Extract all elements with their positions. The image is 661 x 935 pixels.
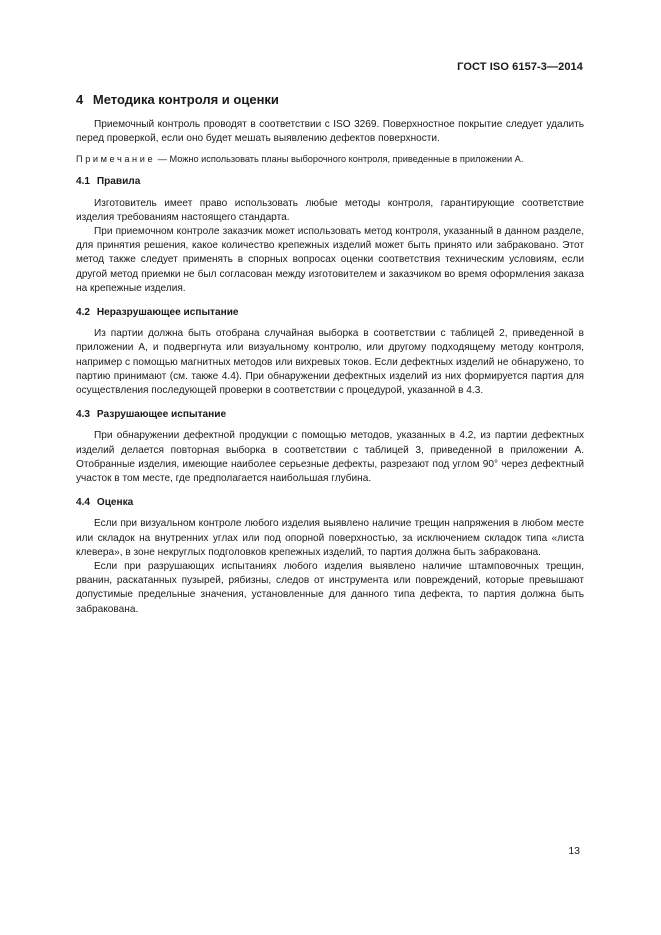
subsection-heading-4-1: [76, 175, 584, 189]
paragraph-4-4-b: Если при разрушающих испытаниях любого изделия выявлено наличие штамповочных трещин, рванин, раскатанных пузырей, рябизны, следов от инструмента или повреждений, которые превышают допустимые предельные значения, установленные для данного типа дефекта, то партия должна быть забракована.: [76, 561, 584, 615]
intro-paragraph: Приемочный контроль проводят в соответствии с ISO 3269. Поверхностное покрытие следует удалить перед проверкой, если оно будет мешать выявлению дефектов поверхности.: [76, 119, 584, 145]
subsection-title: Правила: [96, 176, 141, 188]
subsection-heading-4-2: [76, 306, 584, 320]
paragraph-4-3: При обнаружении дефектной продукции с помощью методов, указанных в 4.2, из партии дефектных изделий делается повторная выборка в соответствии с таблицей 3, приведенной в приложении А. Отобранные изделия, имеющие наиболее серьезные дефекты, разрезают под углом 90° через дефектный участок в том месте, где предполагается наибольшая глубина.: [76, 430, 584, 485]
section-title: Методика контроля и оценки: [92, 92, 279, 107]
note-label: Примечание: [76, 154, 156, 165]
subsection-title: Разрушающее испытание: [96, 409, 227, 421]
subsection-heading-4-3: [76, 408, 584, 422]
section-number: 4: [76, 92, 84, 107]
paragraph-4-1-a: Изготовитель имеет право использовать любые методы контроля, гарантирующие соответствие изделия требованиям настоящего стандарта.: [76, 197, 584, 223]
subsection-number: 4.1: [76, 176, 91, 188]
subsection-number: 4.4: [76, 497, 91, 509]
paragraph-4-2: Из партии должна быть отобрана случайная выборка в соответствии с таблицей 2, приведенной в приложении А, и подвергнута или визуальному контролю, или другому подходящему методу контроля, например с помощью магнитных методов или вихревых токов. Если дефектных изделий не обнаружено, то партию принимают (см. также 4.4). При обнаружении дефектных изделий из них формируется партия для осуществления последующей проверки в соответствии с процедурой, указанной в 4.3.: [76, 328, 584, 397]
page-number: 13: [568, 845, 580, 857]
paragraph-4-4-a: Если при визуальном контроле любого изделия выявлено наличие трещин напряжения в любом месте или складок на внутренних углах или под опорной поверхностью, за исключением складок типа «листа клевера», в зоне некруглых подголовков крепежных изделий, то партия должна быть забракована.: [76, 518, 584, 558]
note: [76, 153, 584, 165]
document-body: [76, 92, 584, 617]
subsection-number: 4.2: [76, 307, 91, 319]
standard-code-header: ГОСТ ISO 6157-3—2014: [457, 61, 583, 73]
paragraph-4-1-b: При приемочном контроле заказчик может использовать метод контроля, указанный в данном разделе, для принятия решения, какое количество крепежных изделий может быть принято или забраковано. Этот метод также следует применять в спорных вопросах оценки соответствия техническим условиям, если другой метод приемки не был согласован между изготовителем и заказчиком во время оформления заказа на крепежные изделия.: [76, 226, 584, 294]
subsection-title: Оценка: [96, 497, 134, 509]
subsection-title: Неразрушающее испытание: [96, 307, 239, 319]
section-heading: [76, 92, 584, 108]
note-text: — Можно использовать планы выборочного контроля, приведенные в приложении А.: [155, 154, 524, 165]
subsection-heading-4-4: [76, 496, 584, 510]
subsection-number: 4.3: [76, 409, 91, 421]
